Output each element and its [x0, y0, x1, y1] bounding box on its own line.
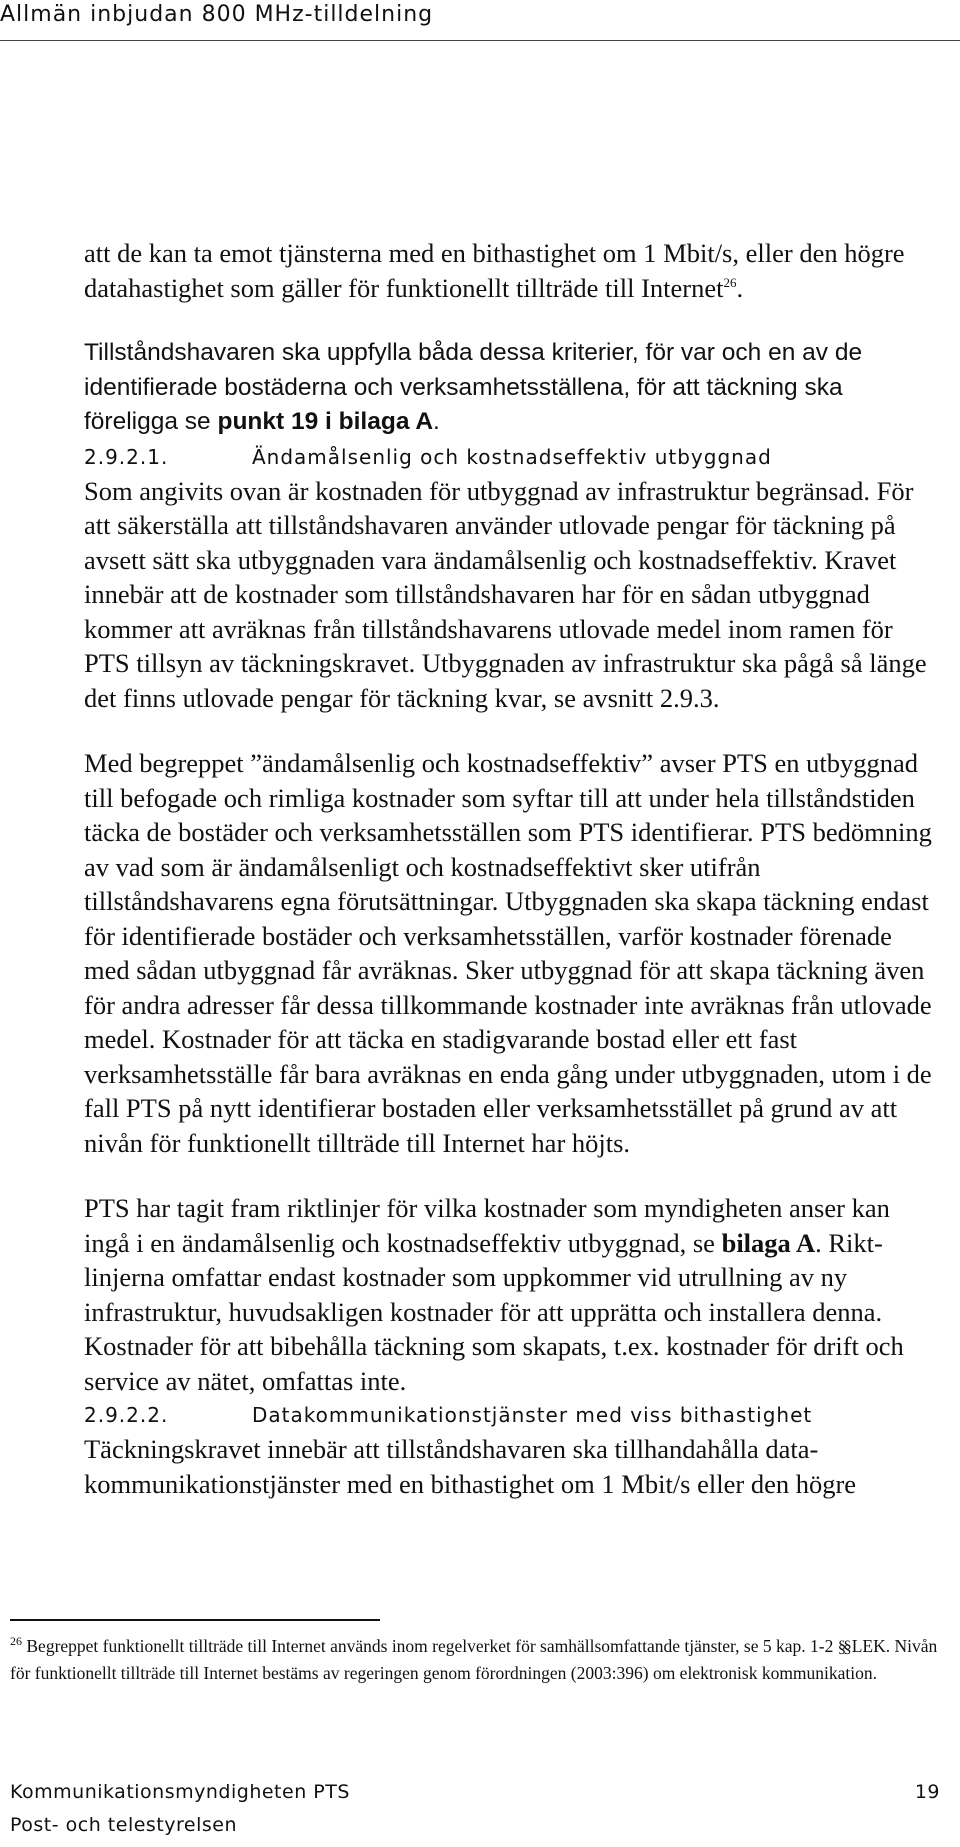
page-footer [10, 1776, 940, 1842]
section-heading-2-9-2-2 [84, 1398, 939, 1432]
footnote: $^{26}$ Begreppet funktionellt tillträde till Internet används inom regelverket för samhällsomfattande tjänster, se 5 kap. 1-2 §§ LEK. Nivån för funktionellt tillträde till Internet bestäms av regeringen genom förordningen (2003:396) om elektronisk kommunikation. [10, 1634, 938, 1683]
document-title: Allmän inbjudan 800 MHz-tilldelning [0, 2, 434, 27]
footnote-number: 26 [10, 1634, 22, 1649]
footnote-reference[interactable]: 26 [723, 274, 737, 290]
reference-appendix-a: bilaga A [721, 1227, 816, 1258]
section-title: Ändamålsenlig och kostnadseffektiv utbyggnad [252, 444, 772, 469]
page-number: 19 [914, 1781, 940, 1803]
paragraph-guidelines: PTS har tagit fram riktlinjer för vilka kostnader som myndigheten anser kan ingå i en ändamålsenlig och kostnadseffektiv utbyggnad, se bilaga A. Rikt-linjerna omfattar endast kostnader som uppkommer vid utrullning av ny infrastruktur, huvudsakligen kostnader för att upprätta och installera denna. Kostnader för att bibehålla täckning som skapats, t.ex. kostnader för drift och service av nätet, omfattas inte. [84, 1193, 904, 1396]
paragraph-cost-limits: Som angivits ovan är kostnaden för utbyggnad av infrastruktur begränsad. För att säkerställa att tillståndshavaren använder utlovade pengar för täckning på avsett sätt ska utbyggnaden vara ändamålsenlig och kostnadseffektiv. Kravet innebär att de kostnader som tillståndshavaren har för en sådan utbyggnad kommer att avräknas från tillståndshavarens utlovade medel inom ramen för PTS tillsyn av täckningskravet. Utbyggnaden av infrastruktur ska pågå så länge det finns utlovade pengar för täckning kvar, se avsnitt 2.9.3. [84, 475, 927, 713]
paragraph-coverage-speed: att de kan ta emot tjänsterna med en bithastighet om 1 Mbit/s, eller den högre datahastighet som gäller för funktionellt tillträde till Internet$^{26}$. [84, 238, 905, 303]
section-number: 2.9.2.1. [84, 444, 169, 469]
header-divider [0, 40, 960, 41]
paragraph-definition: Med begreppet ”ändamålsenlig och kostnadseffektiv” avser PTS en utbyggnad till befogade och rimliga kostnader som syftar till att under hela tillståndstiden täcka de bostäder och verksamhetsställen som PTS identifierar. PTS bedömning av vad som är ändamålsenligt och kostnadseffektivt sker utifrån tillståndshavarens egna förutsättningar. Utbyggnaden ska skapa täckning endast för identifierade bostäder och verksamhetsställen, varför kostnader förenade med sådan utbyggnad får avräknas. Sker utbyggnad för att skapa täckning även för andra adresser får dessa tillkommande kostnader inte avräknas från utlovade medel. Kostnader för att täcka en stadigvarande bostad eller ett fast verksamhetsställe får bara avräknas en enda gång under utbyggnaden, utom i de fall PTS på nytt identifierar bostaden eller verksamhetsstället på grund av att nivån för funktionellt tillträde till Internet har höjts. [84, 748, 932, 1158]
section-title: Datakommunikationstjänster med viss bithastighet [252, 1403, 813, 1427]
section-heading-2-9-2-1 [84, 440, 939, 474]
section-sign-icon: §§ [837, 1637, 849, 1656]
footer-organization-subtitle: Post- och telestyrelsen [10, 1814, 237, 1836]
footnote-divider [10, 1619, 380, 1621]
reference-appendix-a-point-19: punkt 19 i bilaga A [217, 408, 434, 435]
section-number: 2.9.2.2. [84, 1403, 169, 1427]
footer-organization: Kommunikationsmyndigheten PTS [10, 1781, 350, 1803]
paragraph-criteria: Tillståndshavaren ska uppfylla båda dessa kriterier, för var och en av de identifierade bostäderna och verksamhetsställena, för att täckning ska föreligga se punkt 19 i bilaga A. [84, 339, 863, 435]
paragraph-data-services: Täckningskravet innebär att tillståndshavaren ska tillhandahålla data-kommunikationstjänster med en bithastighet om 1 Mbit/s eller den högre [84, 1434, 857, 1499]
document-body [84, 236, 939, 1501]
page-header [0, 0, 960, 44]
